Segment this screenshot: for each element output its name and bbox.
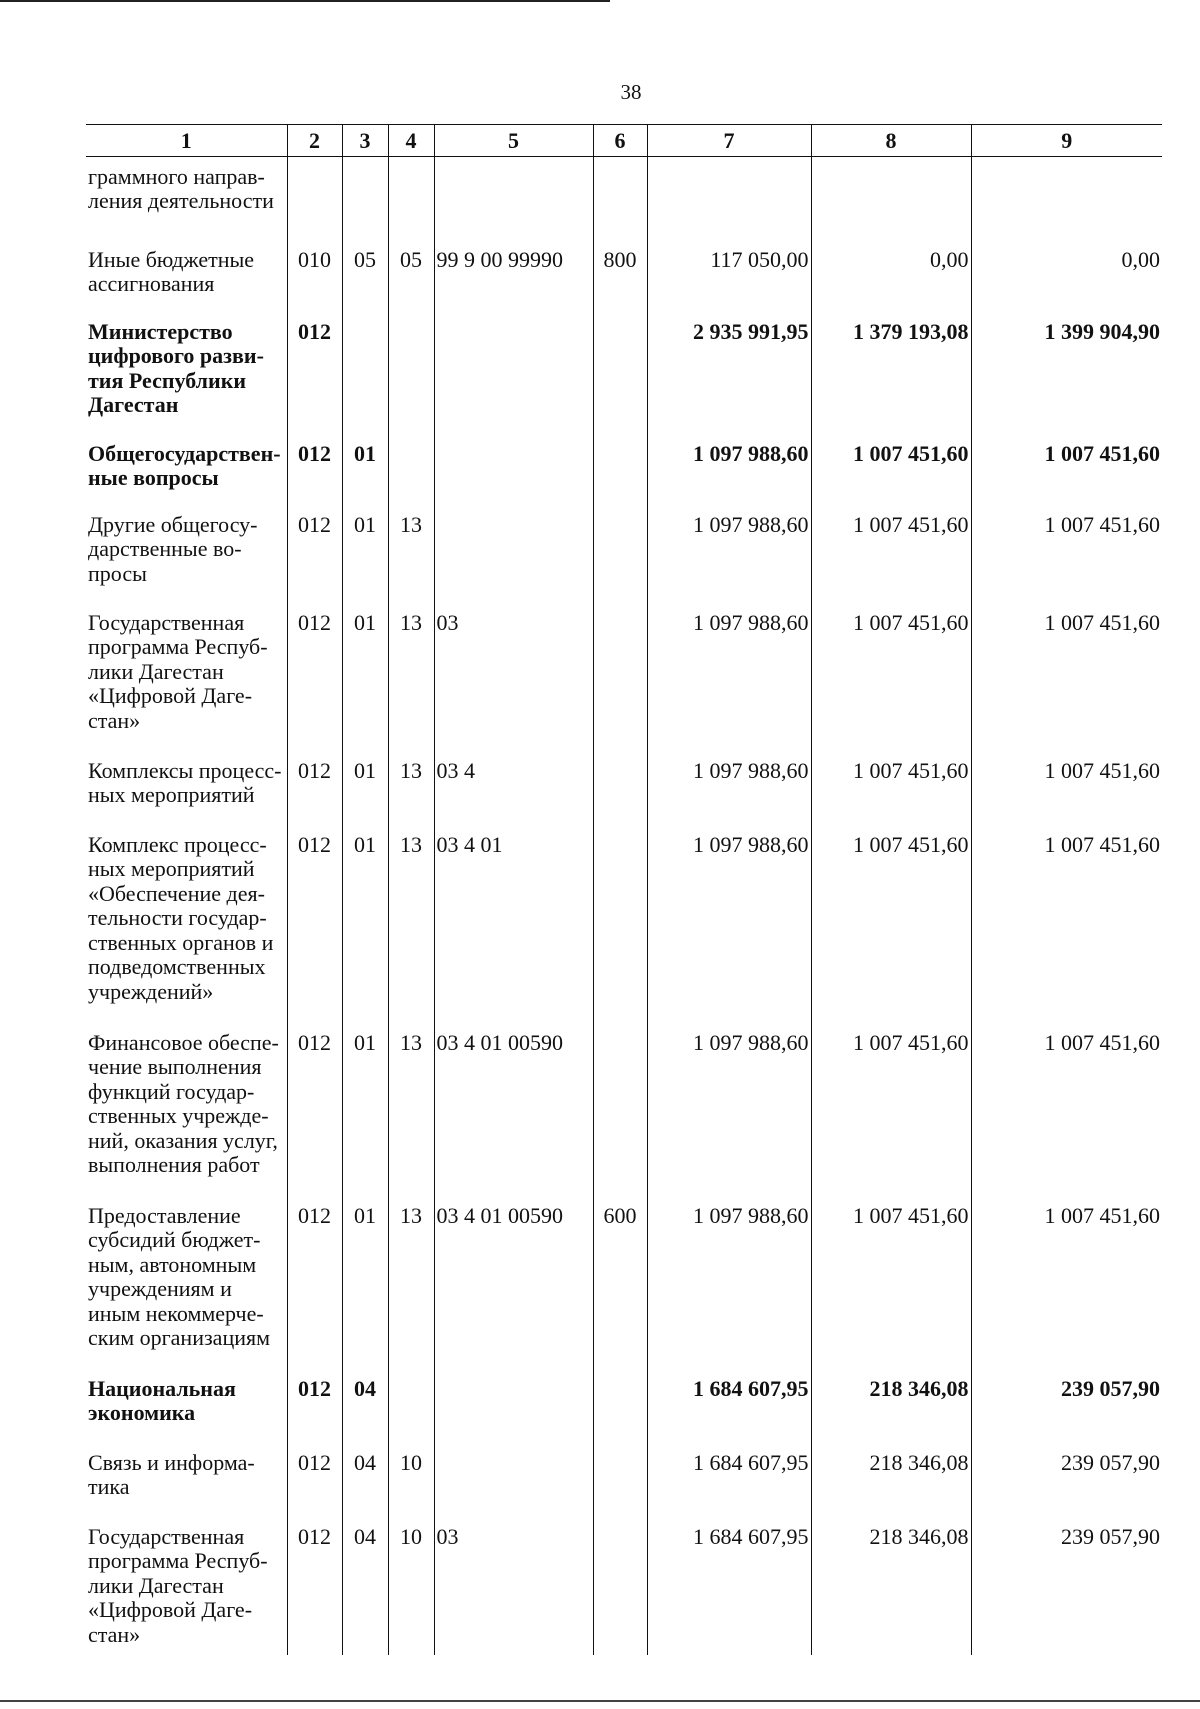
row-label: Национальная экономика [88, 1375, 236, 1425]
cell-c8: 1 007 451,60 [811, 1023, 971, 1196]
cell-c5 [434, 505, 593, 603]
cell-c9: 239 057,90 [971, 1517, 1162, 1655]
cell-c5: 03 [434, 603, 593, 751]
cell-c7: 1 097 988,60 [647, 751, 811, 825]
cell-c7: 1 097 988,60 [647, 1023, 811, 1196]
cell-c5 [434, 312, 593, 434]
cell-c5 [434, 1443, 593, 1517]
cell-c9: 1 007 451,60 [971, 505, 1162, 603]
header-row [86, 125, 1162, 157]
header-cell: 8 [811, 125, 971, 157]
cell-c8: 1 007 451,60 [811, 505, 971, 603]
row-label: Государственная программа Респуб- лики Дагестан «Цифровой Даге- стан» [88, 609, 268, 733]
cell-c4: 05 [388, 240, 434, 312]
cell-c4 [388, 312, 434, 434]
row-label: Комплекс процесс- ных мероприятий «Обеспечение дея- тельности государ- ственных органов и подведомственных учреждений» [88, 831, 274, 1004]
cell-c3 [342, 156, 388, 240]
cell-c5: 03 4 01 00590 [434, 1196, 593, 1369]
table-row [86, 1196, 1162, 1369]
row-label: Другие общегосу- дарственные во- просы [88, 511, 258, 586]
cell-c7: 2 935 991,95 [647, 312, 811, 434]
cell-c9 [971, 156, 1162, 240]
cell-c8 [811, 156, 971, 240]
cell-c3: 01 [342, 1023, 388, 1196]
table-row [86, 1517, 1162, 1655]
cell-c8: 218 346,08 [811, 1443, 971, 1517]
cell-c3: 04 [342, 1443, 388, 1517]
cell-c8: 218 346,08 [811, 1517, 971, 1655]
bottom-rule [0, 1700, 1200, 1702]
cell-c6 [593, 434, 647, 505]
cell-c4: 13 [388, 603, 434, 751]
cell-c7: 1 097 988,60 [647, 825, 811, 1023]
cell-c2: 012 [287, 1023, 342, 1196]
table-row [86, 1023, 1162, 1196]
cell-c4: 13 [388, 1196, 434, 1369]
cell-c8: 1 007 451,60 [811, 434, 971, 505]
cell-c9: 1 007 451,60 [971, 1023, 1162, 1196]
cell-c4: 13 [388, 751, 434, 825]
cell-c2: 012 [287, 1196, 342, 1369]
cell-c7: 1 097 988,60 [647, 505, 811, 603]
table-row [86, 505, 1162, 603]
cell-c3: 01 [342, 751, 388, 825]
cell-c9: 1 399 904,90 [971, 312, 1162, 434]
cell-c2: 012 [287, 312, 342, 434]
cell-c6 [593, 825, 647, 1023]
cell-c5: 03 4 [434, 751, 593, 825]
row-label: Общегосударствен- ные вопросы [88, 440, 281, 490]
cell-c6 [593, 603, 647, 751]
cell-c9: 1 007 451,60 [971, 825, 1162, 1023]
header-cell: 5 [434, 125, 593, 157]
budget-table [86, 124, 1162, 1655]
cell-c9: 1 007 451,60 [971, 751, 1162, 825]
cell-c6 [593, 1023, 647, 1196]
cell-c3: 01 [342, 434, 388, 505]
cell-c9: 0,00 [971, 240, 1162, 312]
cell-c6: 600 [593, 1196, 647, 1369]
cell-c5 [434, 156, 593, 240]
cell-c7: 1 097 988,60 [647, 603, 811, 751]
cell-c2: 012 [287, 1517, 342, 1655]
cell-c3: 05 [342, 240, 388, 312]
cell-c2 [287, 156, 342, 240]
cell-c4: 13 [388, 1023, 434, 1196]
cell-c7: 1 684 607,95 [647, 1369, 811, 1443]
cell-c8: 0,00 [811, 240, 971, 312]
row-label: Финансовое обеспе- чение выполнения функций государ- ственных учрежде- ний, оказания услуг, выполнения работ [88, 1029, 279, 1177]
cell-c4 [388, 1369, 434, 1443]
cell-c5 [434, 1369, 593, 1443]
row-label: граммного направ- ления деятельности [88, 163, 274, 213]
cell-c3: 01 [342, 1196, 388, 1369]
cell-c5: 99 9 00 99990 [434, 240, 593, 312]
table-row [86, 751, 1162, 825]
cell-c9: 1 007 451,60 [971, 603, 1162, 751]
cell-c7 [647, 156, 811, 240]
cell-c6 [593, 312, 647, 434]
cell-c8: 218 346,08 [811, 1369, 971, 1443]
cell-c6 [593, 156, 647, 240]
cell-c2: 012 [287, 751, 342, 825]
cell-c9: 1 007 451,60 [971, 1196, 1162, 1369]
row-label: Иные бюджетные ассигнования [88, 246, 255, 296]
row-label: Государственная программа Респуб- лики Дагестан «Цифровой Даге- стан» [88, 1523, 268, 1647]
header-cell: 4 [388, 125, 434, 157]
cell-c2: 010 [287, 240, 342, 312]
cell-c5 [434, 434, 593, 505]
row-label: Предоставление субсидий бюджет- ным, автономным учреждениям и иным некоммерче- ским организациям [88, 1202, 271, 1350]
cell-c3 [342, 312, 388, 434]
cell-c4: 13 [388, 825, 434, 1023]
cell-c6 [593, 505, 647, 603]
cell-c7: 1 097 988,60 [647, 434, 811, 505]
cell-c7: 1 097 988,60 [647, 1196, 811, 1369]
row-label: Связь и информа- тика [88, 1449, 255, 1499]
table-row [86, 603, 1162, 751]
cell-c9: 239 057,90 [971, 1443, 1162, 1517]
cell-c8: 1 379 193,08 [811, 312, 971, 434]
cell-c6 [593, 1517, 647, 1655]
cell-c8: 1 007 451,60 [811, 825, 971, 1023]
header-cell: 9 [971, 125, 1162, 157]
cell-c2: 012 [287, 1443, 342, 1517]
cell-c2: 012 [287, 434, 342, 505]
table-row [86, 1369, 1162, 1443]
cell-c2: 012 [287, 505, 342, 603]
cell-c6 [593, 1443, 647, 1517]
header-cell: 3 [342, 125, 388, 157]
header-cell: 2 [287, 125, 342, 157]
cell-c9: 239 057,90 [971, 1369, 1162, 1443]
cell-c4: 13 [388, 505, 434, 603]
page-number: 38 [620, 80, 642, 104]
cell-c7: 117 050,00 [647, 240, 811, 312]
table-row [86, 312, 1162, 434]
cell-c7: 1 684 607,95 [647, 1443, 811, 1517]
row-label: Министерство цифрового разви- тия Республики Дагестан [88, 318, 264, 417]
table-row [86, 156, 1162, 240]
cell-c6 [593, 751, 647, 825]
cell-c2: 012 [287, 1369, 342, 1443]
top-rule [0, 0, 610, 2]
cell-c2: 012 [287, 603, 342, 751]
cell-c3: 01 [342, 505, 388, 603]
cell-c2: 012 [287, 825, 342, 1023]
cell-c3: 01 [342, 825, 388, 1023]
cell-c8: 1 007 451,60 [811, 603, 971, 751]
table-row [86, 434, 1162, 505]
header-cell: 6 [593, 125, 647, 157]
cell-c8: 1 007 451,60 [811, 751, 971, 825]
cell-c9: 1 007 451,60 [971, 434, 1162, 505]
row-label: Комплексы процесс- ных мероприятий [88, 757, 282, 807]
cell-c3: 01 [342, 603, 388, 751]
header-cell: 7 [647, 125, 811, 157]
cell-c7: 1 684 607,95 [647, 1517, 811, 1655]
header-cell: 1 [86, 125, 287, 157]
cell-c8: 1 007 451,60 [811, 1196, 971, 1369]
cell-c3: 04 [342, 1369, 388, 1443]
cell-c4 [388, 434, 434, 505]
cell-c4 [388, 156, 434, 240]
table-row [86, 240, 1162, 312]
cell-c4: 10 [388, 1443, 434, 1517]
cell-c3: 04 [342, 1517, 388, 1655]
table-row [86, 1443, 1162, 1517]
cell-c6: 800 [593, 240, 647, 312]
cell-c5: 03 4 01 00590 [434, 1023, 593, 1196]
cell-c5: 03 4 01 [434, 825, 593, 1023]
cell-c4: 10 [388, 1517, 434, 1655]
cell-c5: 03 [434, 1517, 593, 1655]
table-row [86, 825, 1162, 1023]
cell-c6 [593, 1369, 647, 1443]
